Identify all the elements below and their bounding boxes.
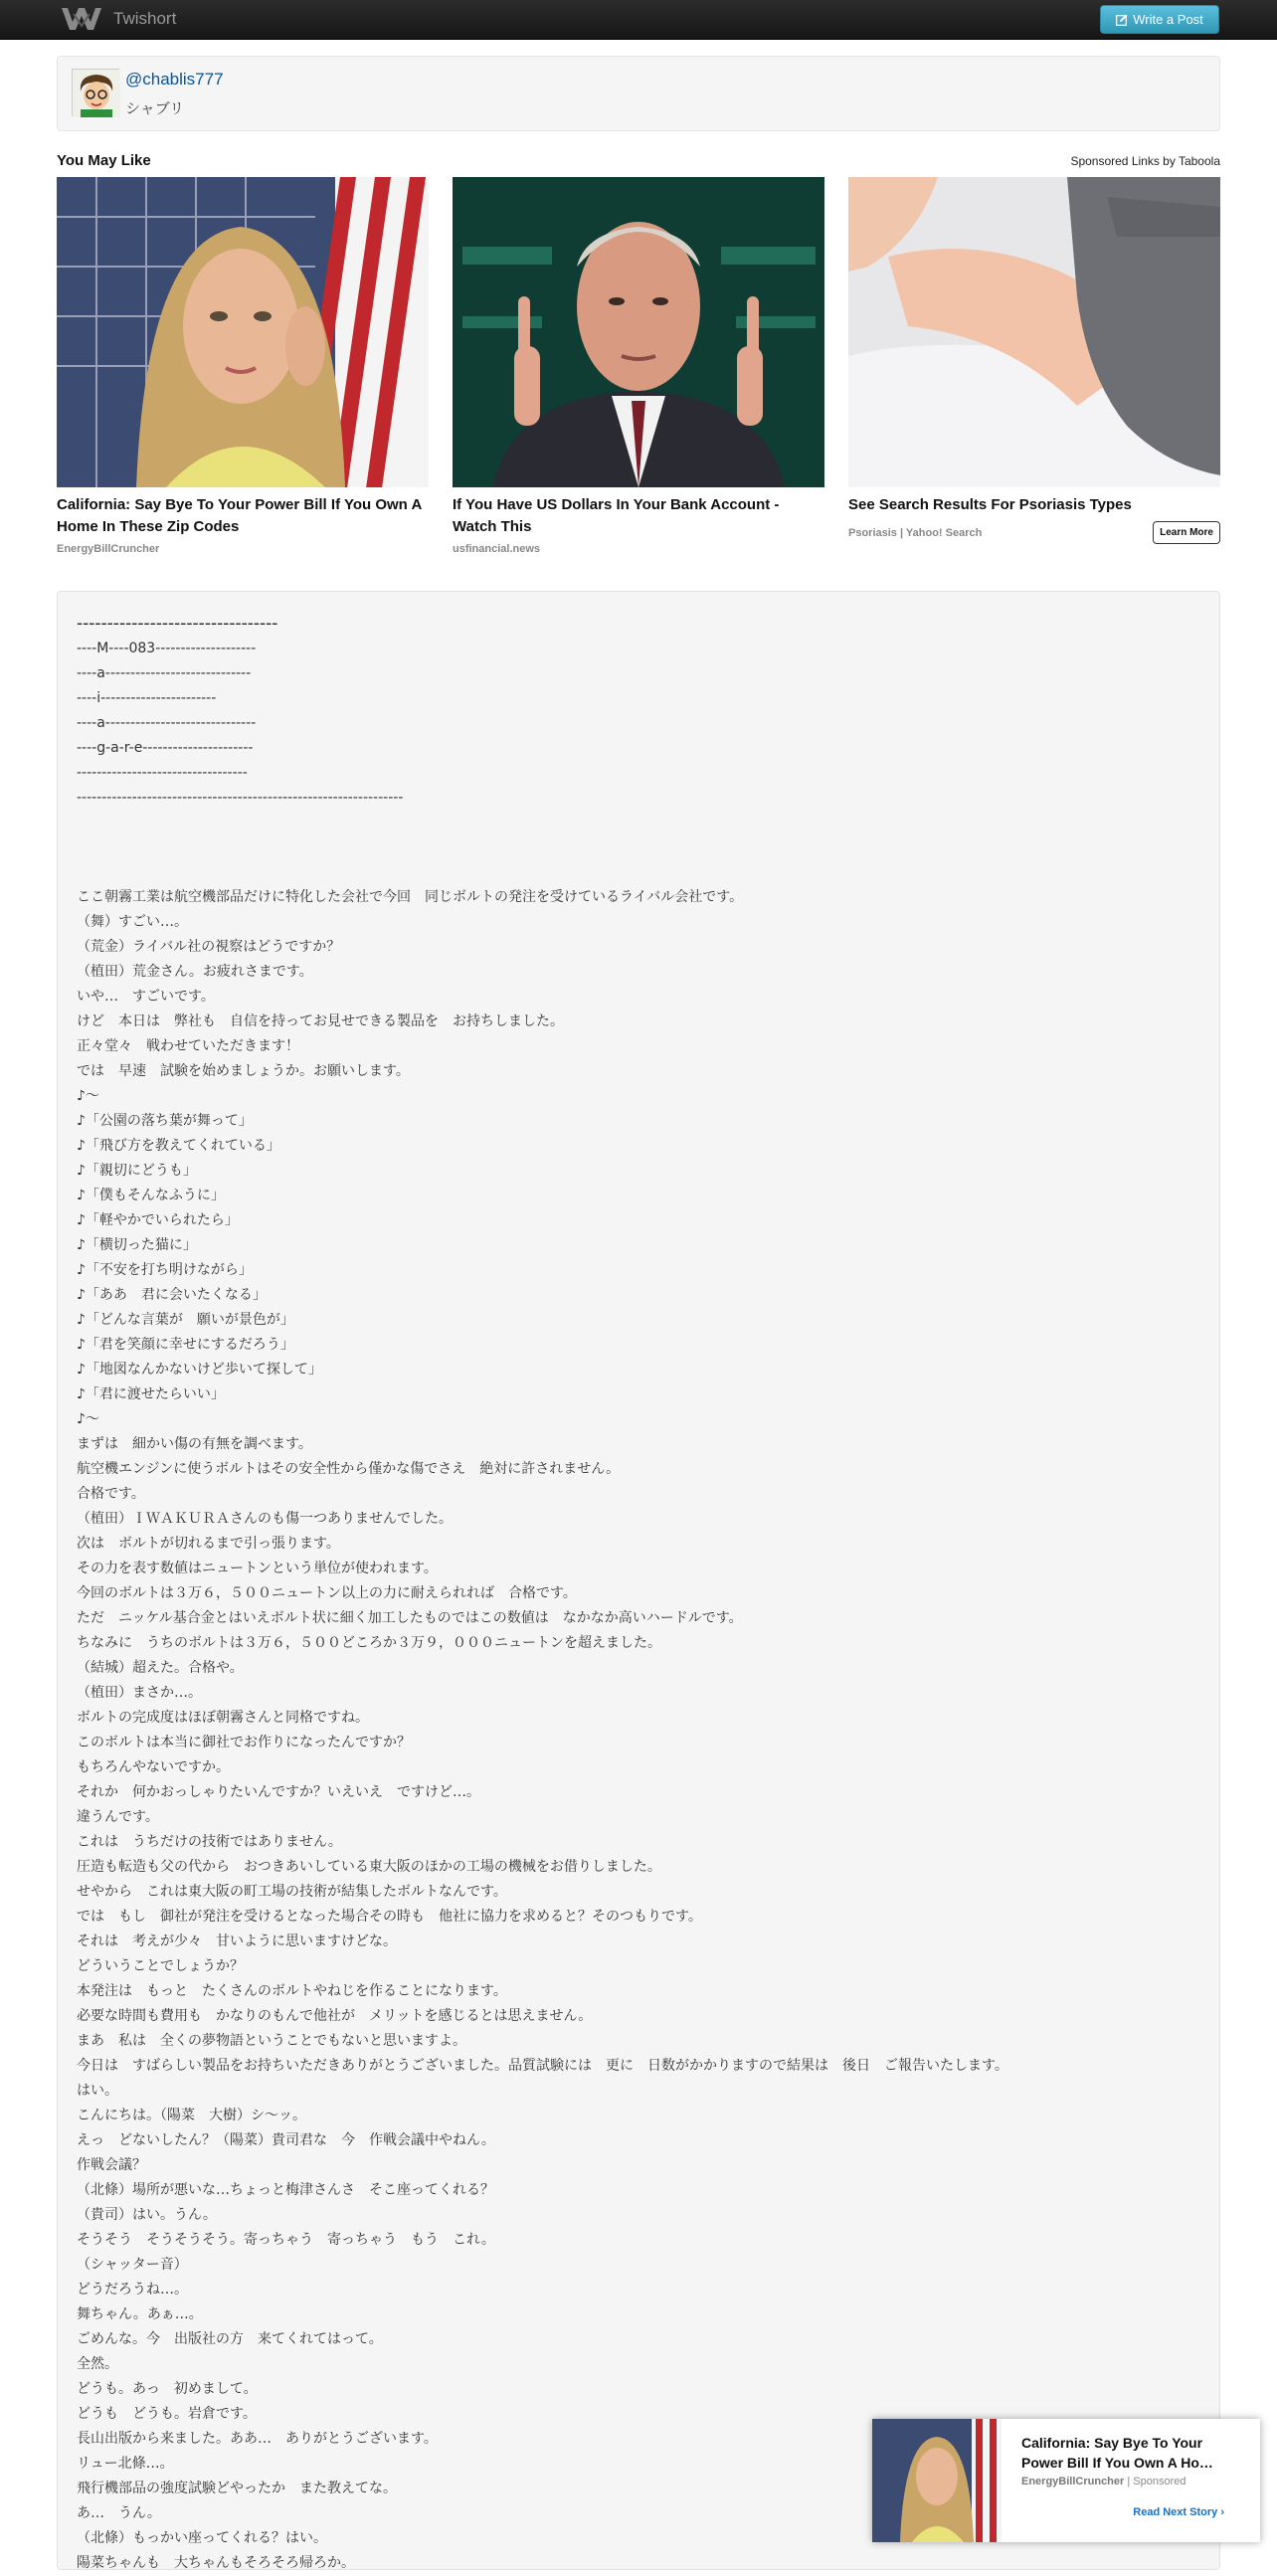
display-name: シャブリ (125, 99, 185, 117)
user-card (57, 56, 1220, 131)
floating-ad-title[interactable]: California: Say Bye To Your Power Bill If You Own A Ho… (1021, 2435, 1213, 2471)
avatar[interactable] (72, 69, 119, 116)
post-text: ----M----083-------------------- ----a----------------------------- ----i----------------------- ----a------------------------------ ----g-a-r-e---------------------- ---------------------------------- ----------------------------------------------------------------- ここ朝霧工業は航空機部品だけに特化した会社で今回 同じボルトの発注を受けているライバル会社です。 （舞）すごい…。 （荒金）ライバル社の視察はどうですか？ （植田）荒金さん。お疲れさまです。 いや… すごいです。 けど 本日は 弊社も 自信を持ってお見せできる製品を お持ちしました。 正々堂々 戦わせていただきます！ では 早速 試験を始めましょうか。お願いします。 ♪～ ♪「公園の落ち葉が舞って」 ♪「飛び方を教えてくれている」 ♪「親切にどうも」 ♪「僕もそんなふうに」 ♪「軽やかでいられたら」 ♪「横切った猫に」 ♪「不安を打ち明けながら」 ♪「ああ 君に会いたくなる」 ♪「どんな言葉が 願いが景色が」 ♪「君を笑顔に幸せにするだろう」 ♪「地図なんかないけど歩いて探して」 ♪「君に渡せたらいい」 ♪～ まずは 細かい傷の有無を調べます。 航空機エンジンに使うボルトはその安全性から僅かな傷でさえ 絶対に許されません。 合格です。 （植田）ＩＷＡＫＵＲＡさんのも傷一つありませんでした。 次は ボルトが切れるまで引っ張ります。 その力を表す数値はニュートンという単位が使われます。 今回のボルトは３万６，５００ニュートン以上の力に耐えられれば 合格です。 ただ ニッケル基合金とはいえボルト状に細く加工したものではこの数値は なかなか高いハードルです。 ちなみに うちのボルトは３万６，５００どころか３万９，０００ニュートンを超えました。 （結城）超えた。合格や。 （植田）まさか…。 ボルトの完成度はほぼ朝霧さんと同格ですね。 このボルトは本当に御社でお作りになったんですか？ もちろんやないですか。 それか 何かおっしゃりたいんですか？いえいえ ですけど…。 違うんです。 これは うちだけの技術ではありません。 圧造も転造も父の代から おつきあいしている東大阪のほかの工場の機械をお借りしました。 せやから これは東大阪の町工場の技術が結集したボルトなんです。 では もし 御社が発注を受けるとなった場合その時も 他社に協力を求めると？そのつもりです。 それは 考えが少々 甘いように思いますけどな。 どういうことでしょうか？ 本発注は もっと たくさんのボルトやねじを作ることになります。 必要な時間も費用も かなりのもんで他社が メリットを感じるとは思えません。 まあ 私は 全くの夢物語ということでもないと思いますよ。 今日は すばらしい製品をお持ちいただきありがとうございました。品質試験には 更に 日数がかかりますので結果は 後日 ご報告いたします。 はい。 こんにちは。（陽菜 大樹）シ～ッ。 えっ どないしたん？（陽菜）貴司君な 今 作戦会議中やねん。 作戦会議？ （北條）場所が悪いな…ちょっと梅津さんさ そこ座ってくれる？ （貴司）はい。うん。 そうそう そうそうそう。寄っちゃう 寄っちゃう もう これ。 （シャッター音） どうだろうね…。 舞ちゃん。あぁ…。 ごめんな。今 出版社の方 来てくれてはって。 全然。 どうも。あっ 初めまして。 どうも どうも。岩倉です。 長山出版から来ました。ああ… ありがとうございます。 リュー北條…。 飛行機部品の強度試験どやったか また教えてな。 あ… うん。 （北條）もっかい座ってくれる？はい。 陽菜ちゃんも 大ちゃんもそろそろ帰ろか。 (77, 641, 1008, 2571)
ad-source-2: usfinancial.news (453, 543, 541, 555)
ad-title-1[interactable]: California: Say Bye To Your Power Bill If You Own A Home In These Zip Codes (57, 496, 422, 535)
username-link[interactable]: @chablis777 (125, 70, 224, 89)
floating-ad[interactable] (872, 2419, 1260, 2542)
chevron-right-icon: › (1220, 2506, 1224, 2518)
ad-source-3: Psoriasis | Yahoo! Search (848, 526, 983, 539)
edit-icon (1116, 14, 1128, 26)
ad-card-2[interactable] (453, 177, 824, 555)
ad-image-1[interactable] (57, 177, 429, 487)
post-body (77, 612, 1190, 2576)
ad-image-2[interactable] (453, 177, 824, 487)
write-post-label: Write a Post (1133, 12, 1203, 27)
read-next-story-link[interactable] (1133, 2506, 1224, 2518)
brand-name[interactable]: Twishort (113, 9, 177, 28)
ad-image-3[interactable] (848, 177, 1220, 487)
ad-card-3[interactable] (848, 177, 1220, 544)
ad-title-2[interactable]: If You Have US Dollars In Your Bank Account - Watch This (453, 496, 780, 535)
floating-ad-source: EnergyBillCruncher | Sponsored (1021, 2476, 1186, 2487)
floating-ad-image[interactable] (872, 2419, 1002, 2542)
read-next-label: Read Next Story (1133, 2506, 1218, 2518)
ad-card-1[interactable] (57, 177, 429, 555)
avatar-icon (73, 70, 120, 117)
top-navbar (0, 0, 1277, 40)
floating-ad-sponsored: Sponsored (1133, 2476, 1186, 2487)
sponsored-links-label[interactable]: Sponsored Links by Taboola (1070, 154, 1220, 168)
write-post-button[interactable] (1100, 5, 1219, 34)
ad-title-3[interactable]: See Search Results For Psoriasis Types (848, 496, 1132, 513)
post-content (57, 591, 1220, 2570)
learn-more-button[interactable]: Learn More (1153, 521, 1220, 544)
ad-source-1: EnergyBillCruncher (57, 543, 160, 555)
you-may-like-heading: You May Like (57, 152, 151, 169)
twishort-logo-icon[interactable] (60, 6, 103, 32)
post-first-line: --------------------------------- (77, 614, 278, 634)
floating-ad-source-name: EnergyBillCruncher (1021, 2476, 1125, 2487)
